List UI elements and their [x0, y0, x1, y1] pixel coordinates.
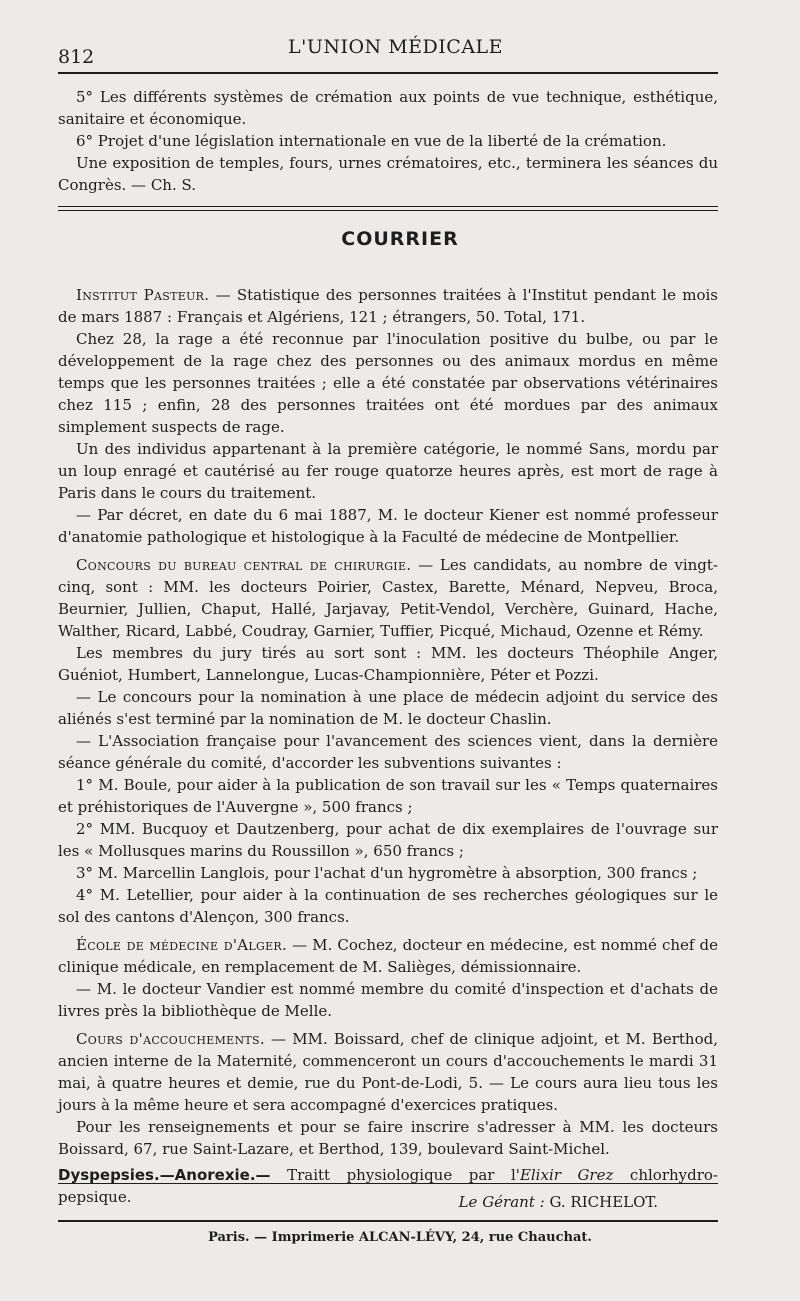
signature-label: Le Gérant :: [458, 1193, 550, 1211]
intro-paragraph: Une exposition de temples, fours, urnes crématoires, etc., terminera les séances du Congrès. — Ch. S.: [58, 154, 718, 194]
news-paragraph: Les membres du jury tirés au sort sont : MM. les docteurs Théophile Anger, Guéniot, Humbert, Lannelongue, Lucas-Championnière, Péter et Pozzi.: [58, 644, 718, 684]
advert-title: Dyspepsies.—Anorexie.—: [58, 1166, 271, 1184]
concours-paragraph: [58, 554, 718, 642]
advert-text-end: chlorhydro-pepsique.: [58, 1166, 718, 1206]
subvention-item: 1° M. Boule, pour aider à la publication de son travail sur les « Temps quaternaires et préhistoriques de l'Auvergne », 500 francs ;: [58, 776, 718, 816]
section-rule-bottom: [58, 210, 718, 211]
header-rule: [58, 72, 718, 74]
signature: [58, 1193, 658, 1211]
pasteur-paragraph: [58, 284, 718, 328]
imprint: Paris. — Imprimerie ALCAN-LÉVY, 24, rue Chauchat.: [208, 1230, 592, 1245]
subvention-item: 3° M. Marcellin Langlois, pour l'achat d'un hygromètre à absorption, 300 francs ;: [76, 864, 698, 882]
advert-product: Elixir Grez: [519, 1166, 614, 1184]
subvention-item: 4° M. Letellier, pour aider à la continuation de ses recherches géologiques sur le sol des cantons d'Alençon, 300 francs.: [58, 886, 718, 926]
news-paragraph: — L'Association française pour l'avancement des sciences vient, dans la dernière séance générale du comité, d'accorder les subventions suivantes :: [58, 732, 718, 772]
concours-label: Concours du bureau central de chirurgie.: [76, 556, 412, 574]
courrier-section: [58, 284, 718, 1208]
pasteur-text: — Statistique des personnes traitées à l'Institut pendant le mois de mars 1887 : Français et Algériens, 121 ; étrangers, 50. Total, 171.: [58, 286, 718, 326]
signature-name: G. RICHELOT.: [549, 1193, 658, 1211]
news-paragraph: Un des individus appartenant à la première catégorie, le nommé Sans, mordu par un loup enragé et cautérisé au fer rouge quatorze heures après, est mort de rage à Paris dans le cours du traitement.: [58, 440, 718, 502]
alger-text: — M. Cochez, docteur en médecine, est nommé chef de clinique médicale, en remplacement de M. Salièges, démissionnaire.: [58, 936, 719, 976]
page-number: 812: [58, 46, 95, 68]
running-title: L'UNION MÉDICALE: [288, 36, 504, 58]
section-title: COURRIER: [341, 228, 459, 250]
news-paragraph: Chez 28, la rage a été reconnue par l'inoculation positive du bulbe, ou par le développement de la rage chez des personnes ou des animaux mordus en même temps que les personnes traitées ; elle a été constatée par observations vétérinaires chez 115 ; enfin, 28 des personnes traitées ont été mordues par des animaux simplement suspects de rage.: [58, 330, 718, 436]
advert-text: Traitt physiologique par l': [270, 1166, 520, 1184]
section-rule-top: [58, 206, 718, 207]
footer-rule-top: [58, 1183, 718, 1184]
intro-paragraph: 5° Les différents systèmes de crémation aux points de vue technique, esthétique, sanitaire et économique.: [58, 88, 718, 128]
pasteur-label: Institut Pasteur.: [76, 286, 210, 304]
alger-paragraph: [58, 934, 718, 978]
intro-paragraph: 6° Projet d'une législation internationale en vue de la liberté de la crémation.: [76, 132, 667, 150]
page-header: [58, 30, 718, 70]
news-paragraph: — M. le docteur Vandier est nommé membre du comité d'inspection et d'achats de livres près la bibliothèque de Melle.: [58, 980, 718, 1020]
alger-label: École de médecine d'Alger.: [76, 936, 288, 954]
concours-text: — Les candidats, au nombre de vingt-cinq, sont : MM. les docteurs Poirier, Castex, Barette, Ménard, Nepveu, Broca, Beurnier, Jullien, Chaput, Hallé, Jarjavay, Petit-Vendol, Verchère, Guinard, Hache, Walther, Ricard, Labbé, Coudray, Garnier, Tuffier, Picqué, Michaud, Ozenne et Rémy.: [58, 556, 718, 640]
intro-section: [58, 86, 718, 196]
footer-rule-bottom: [58, 1220, 718, 1222]
news-paragraph: — Le concours pour la nomination à une place de médecin adjoint du service des aliénés s'est terminé par la nomination de M. le docteur Chaslin.: [58, 688, 718, 728]
cours-label: Cours d'accouchements.: [76, 1030, 265, 1048]
subvention-item: 2° MM. Bucquoy et Dautzenberg, pour achat de dix exemplaires de l'ouvrage sur les « Mollusques marins du Roussillon », 650 francs ;: [58, 820, 718, 860]
cours-paragraph: [58, 1028, 718, 1116]
news-paragraph: — Par décret, en date du 6 mai 1887, M. le docteur Kiener est nommé professeur d'anatomie pathologique et histologique à la Faculté de médecine de Montpellier.: [58, 506, 718, 546]
cours-text: — MM. Boissard, chef de clinique adjoint, et M. Berthod, ancien interne de la Maternité, commenceront un cours d'accouchements le mardi 31 mai, à quatre heures et demie, rue du Pont-de-Lodi, 5. — Le cours aura lieu tous les jours à la même heure et sera accompagné d'exercices pratiques.: [58, 1030, 718, 1114]
news-paragraph: Pour les renseignements et pour se faire inscrire s'adresser à MM. les docteurs Boissard, 67, rue Saint-Lazare, et Berthod, 139, boulevard Saint-Michel.: [58, 1118, 718, 1158]
